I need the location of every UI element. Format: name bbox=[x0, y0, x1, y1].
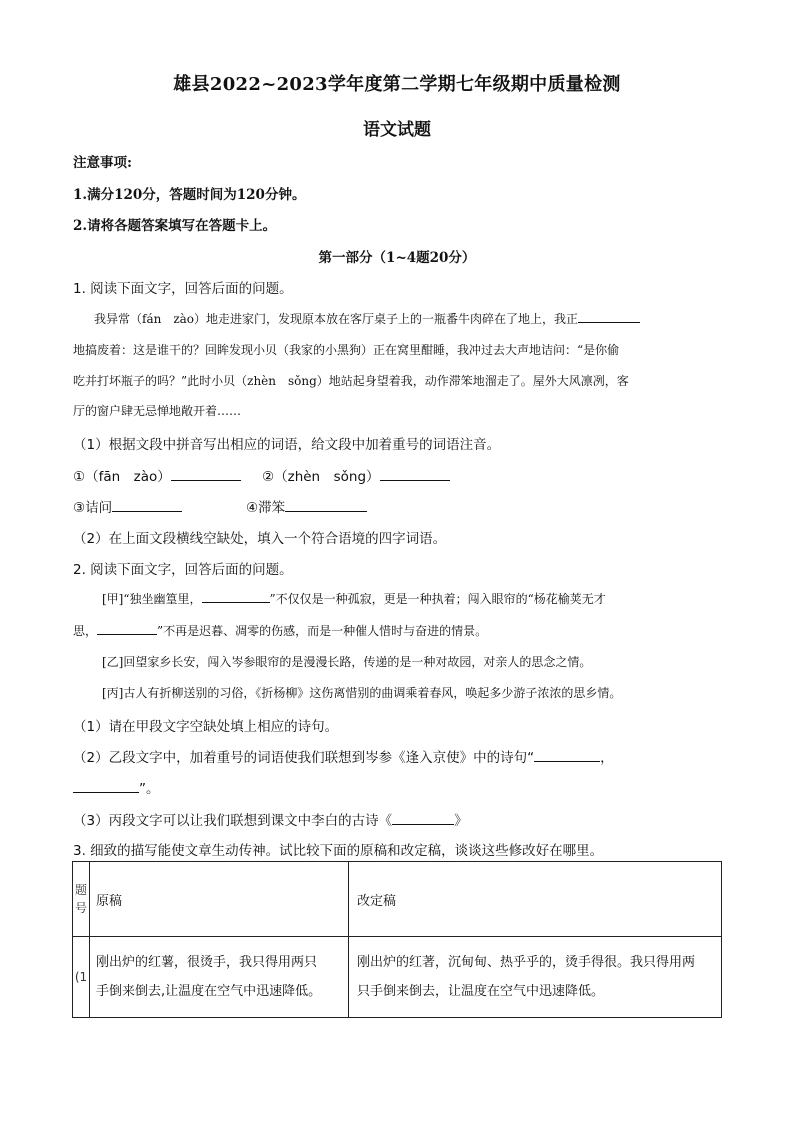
exam-title: 雄县2022~2023学年度第二学期七年级期中质量检测 bbox=[173, 74, 621, 95]
q2-prompt: 2. 阅读下面文字，回答后面的问题。 bbox=[73, 562, 293, 578]
q1-passage-line-2: 地搞废着：这是谁干的？回眸发现小贝（我家的小黑狗）正在窝里酣睡，我冲过去大声地诘问：“是你偷 bbox=[73, 343, 620, 357]
q2-sub3 bbox=[73, 809, 468, 829]
q1-blank-1-label: ①（fān zào） bbox=[73, 469, 171, 485]
q1-sub2: （2）在上面文段横线空缺处，填入一个符合语境的四字词语。 bbox=[73, 531, 447, 547]
q1-blank-1-line bbox=[171, 468, 241, 481]
q1-blank-4-label: ④滞笨 bbox=[246, 500, 286, 516]
q2-sub2-text-a: （2）乙段文字中，加着重号的词语使我们联想到岑参《逢入京使》中的诗句“ bbox=[73, 750, 535, 766]
q2-sub3-text-a: （3）丙段文字可以让我们联想到课文中李白的古诗《 bbox=[73, 813, 393, 829]
q2-sub2-text-c: ”。 bbox=[139, 781, 160, 797]
q1-passage-line-3: 吃并打坏瓶子的吗？”此时小贝（zhèn sǒng）地站起身望着我，动作滞笨地溜走了。屋外大风凛冽，客 bbox=[73, 374, 629, 388]
q2-jia-text-c: 思， bbox=[73, 624, 98, 638]
notes-item-1: 1.满分120分，答题时间为120分钟。 bbox=[73, 187, 306, 203]
row-original-cell bbox=[90, 937, 349, 1018]
q2-bing-line: [丙]古人有折柳送别的习俗，《折杨柳》这伤离惜别的曲调乘着春风，唤起多少游子浓浓的思乡情。 bbox=[102, 686, 622, 700]
row-original-line-1: 刚出炉的红薯，很烫手，我只得用两只 bbox=[96, 955, 318, 970]
q2-jia-text-d: ”不再是迟暮、凋零的伤感，而是一种催人惜时与奋进的情景。 bbox=[157, 624, 488, 638]
notes-item-2: 2.请将各题答案填写在答题卡上。 bbox=[73, 218, 277, 234]
header-num-cell: 题号 bbox=[73, 862, 90, 937]
q3-prompt: 3. 细致的描写能使文章生动传神。试比较下面的原稿和改定稿，谈谈这些修改好在哪里。 bbox=[73, 843, 604, 859]
q1-blank-1 bbox=[73, 465, 241, 485]
q1-passage-blank bbox=[578, 310, 640, 323]
q1-sub1: （1）根据文段中拼音写出相应的词语，给文段中加着重号的词语注音。 bbox=[73, 437, 501, 453]
q2-sub3-blank bbox=[392, 812, 454, 825]
q1-blank-3-label: ③诘问 bbox=[73, 500, 113, 516]
q2-jia-blank-2 bbox=[97, 622, 157, 635]
q1-passage-text: 我异常（fán zào）地走进家门，发现原本放在客厅桌子上的一瓶番牛肉碎在了地上，我正 bbox=[94, 312, 579, 326]
q2-sub2-blank-2 bbox=[73, 780, 139, 793]
q2-jia-line-2 bbox=[73, 622, 487, 639]
q1-passage-line-1 bbox=[94, 310, 640, 327]
header-revised-cell: 改定稿 bbox=[349, 862, 722, 937]
row-revised-line-1: 刚出炉的红著，沉甸甸、热乎乎的，烫手得很。我只得用两 bbox=[357, 955, 696, 970]
q1-blank-2-line bbox=[380, 468, 450, 481]
row-original-line-2: 手倒来倒去,让温度在空气中迅速降低。 bbox=[96, 984, 322, 999]
row-revised-cell bbox=[349, 937, 722, 1018]
q2-jia-text-b: ”不仅仅是一种孤寂，更是一种执着；闯入眼帘的“杨花榆荚无才 bbox=[269, 592, 606, 606]
header-original-cell: 原稿 bbox=[90, 862, 349, 937]
q1-blank-2 bbox=[262, 465, 450, 485]
q2-sub1: （1）请在甲段文字空缺处填上相应的诗句。 bbox=[73, 719, 339, 735]
q1-blank-3-line bbox=[112, 499, 182, 512]
q2-sub3-text-b: 》 bbox=[454, 813, 468, 829]
q1-blank-2-label: ②（zhèn sǒng） bbox=[262, 469, 380, 485]
row-revised-line-2: 只手倒来倒去，让温度在空气中迅速降低。 bbox=[357, 984, 605, 999]
comparison-table bbox=[72, 861, 722, 1018]
exam-subtitle: 语文试题 bbox=[363, 120, 431, 140]
q2-jia-blank-1 bbox=[202, 590, 270, 603]
q1-passage-line-4: 厅的窗户肆无忌惮地敞开着…… bbox=[73, 404, 242, 418]
table-header-row bbox=[73, 862, 722, 937]
q2-sub2-text-b: ， bbox=[600, 750, 614, 766]
q2-sub2-line-1 bbox=[73, 746, 614, 766]
q1-prompt: 1. 阅读下面文字，回答后面的问题。 bbox=[73, 281, 293, 297]
notes-heading: 注意事项: bbox=[73, 155, 132, 171]
q2-jia-text-a: [甲]“独坐幽篁里， bbox=[102, 592, 202, 606]
q1-blank-4 bbox=[246, 496, 367, 516]
q2-jia-line-1 bbox=[102, 590, 606, 607]
q2-sub2-line-2 bbox=[73, 777, 160, 797]
row-num-cell: (1 bbox=[73, 937, 90, 1018]
q1-blank-4-line bbox=[285, 499, 367, 512]
q1-blank-3 bbox=[73, 496, 182, 516]
part-heading: 第一部分（1~4题20分） bbox=[318, 250, 476, 266]
table-row bbox=[73, 937, 722, 1018]
q2-yi-line: [乙]回望家乡长安，闯入岑参眼帘的是漫漫长路，传递的是一种对故园，对亲人的思念之情。 bbox=[102, 655, 592, 669]
q2-sub2-blank-1 bbox=[534, 749, 600, 762]
